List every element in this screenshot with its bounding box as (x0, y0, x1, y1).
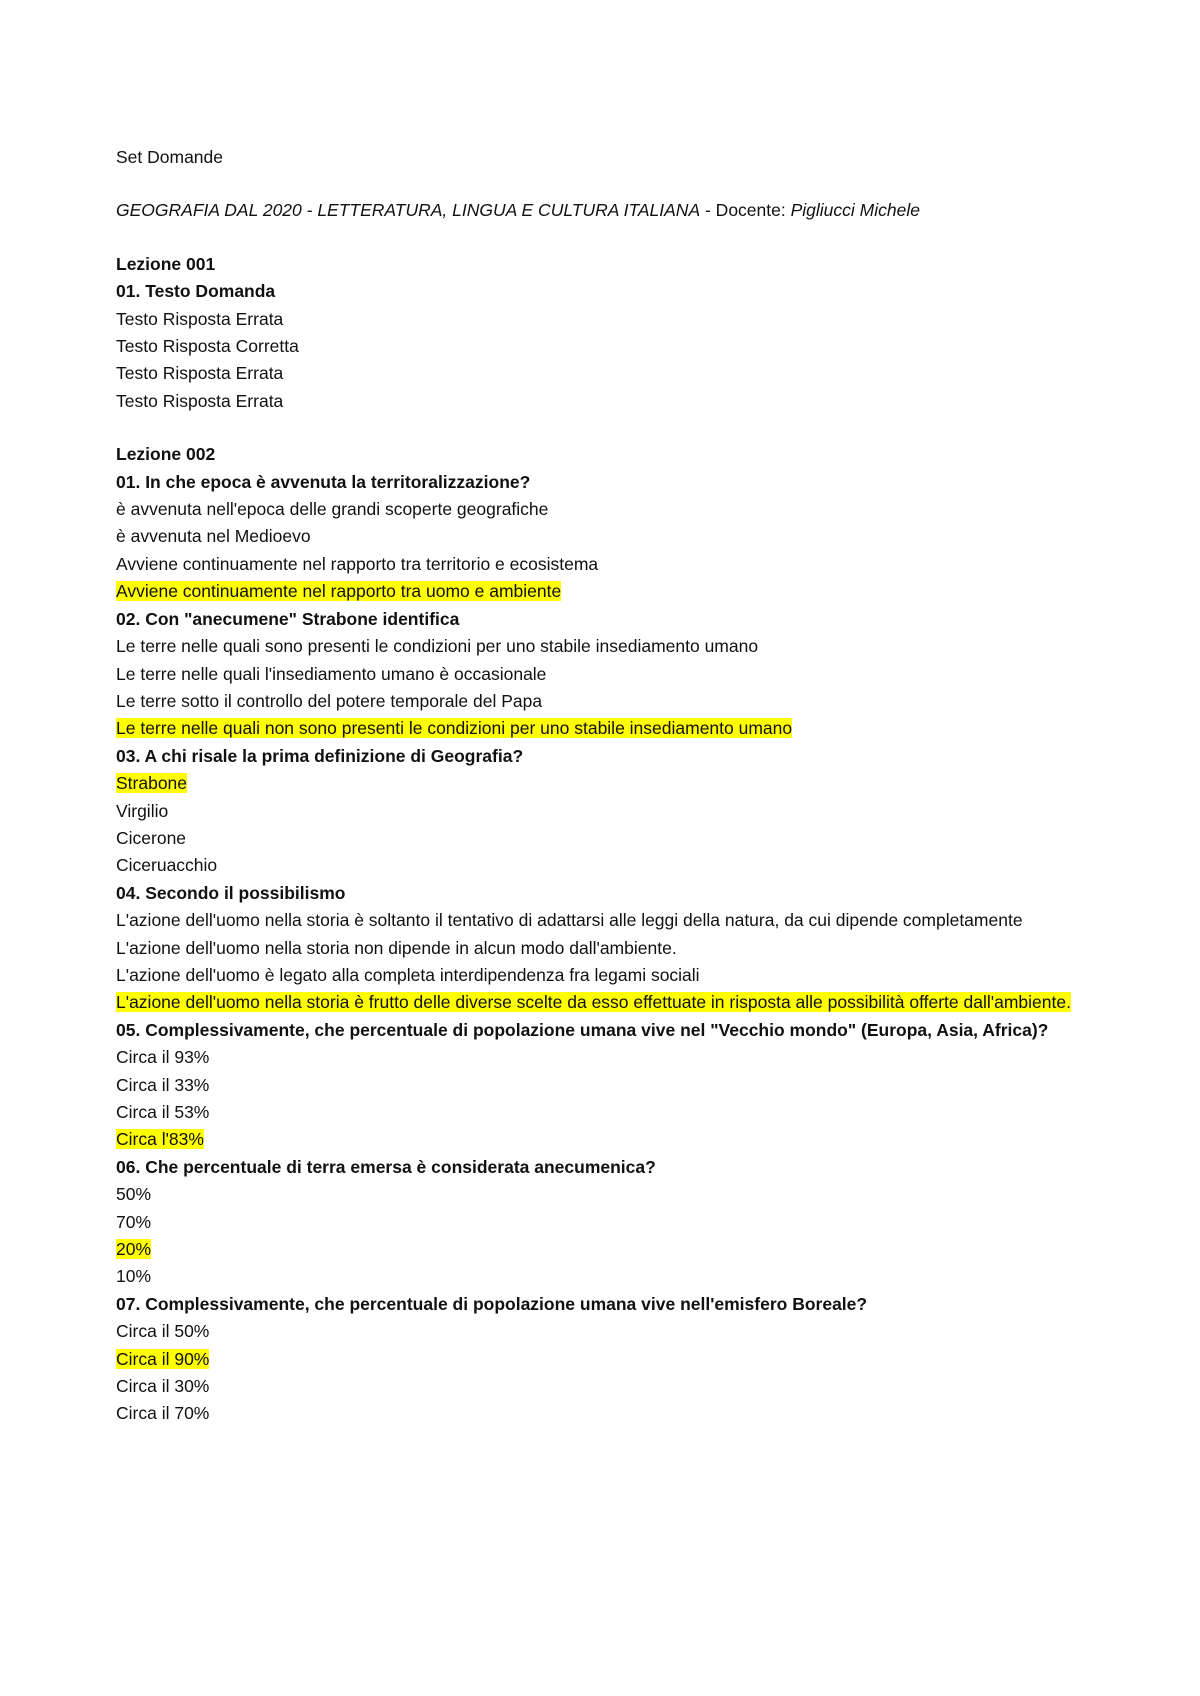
answer-option: Le terre nelle quali sono presenti le condizioni per uno stabile insediamento umano (116, 636, 759, 657)
question-text: 01. Testo Domanda (116, 281, 276, 302)
answer-option: Le terre sotto il controllo del potere temporale del Papa (116, 690, 543, 711)
answer-option: L'azione dell'uomo è legato alla completa interdipendenza fra legami sociali (116, 964, 700, 985)
lesson-title: Lezione 001 (116, 253, 216, 274)
correct-answer-highlight: Circa l'83% (116, 1129, 204, 1150)
answer-option: L'azione dell'uomo nella storia è soltanto il tentativo di adattarsi alle leggi della natura, da cui dipende completamente (116, 910, 1023, 931)
answer-option: Testo Risposta Errata (116, 308, 284, 329)
document-content (116, 144, 1096, 1428)
answer-option: Circa il 93% (116, 1047, 210, 1068)
answer-option: Testo Risposta Errata (116, 390, 284, 411)
question-text: 02. Con "anecumene" Strabone identifica (116, 608, 460, 629)
answer-option: Virgilio (116, 800, 169, 821)
set-title: Set Domande (116, 147, 224, 167)
correct-answer-highlight: Circa il 90% (116, 1348, 210, 1369)
answer-option: Circa il 33% (116, 1074, 210, 1095)
correct-answer-highlight: Le terre nelle quali non sono presenti le condizioni per uno stabile insediamento umano (116, 718, 793, 739)
question-text: 05. Complessivamente, che percentuale di popolazione umana vive nel "Vecchio mondo" (Europa, Asia, Africa)? (116, 1019, 1049, 1040)
answer-option: è avvenuta nel Medioevo (116, 526, 311, 547)
answer-option: 70% (116, 1211, 152, 1232)
question-text: 07. Complessivamente, che percentuale di popolazione umana vive nell'emisfero Boreale? (116, 1293, 868, 1314)
question-text: 01. In che epoca è avvenuta la territoralizzazione? (116, 471, 531, 492)
correct-answer-highlight: L'azione dell'uomo nella storia è frutto delle diverse scelte da esso effettuate in risposta alle possibilità offerte dall'ambiente. (116, 992, 1071, 1013)
answer-option: 50% (116, 1184, 152, 1205)
answer-option: Cicerone (116, 827, 187, 848)
answer-option: 10% (116, 1266, 152, 1287)
correct-answer-highlight: Avviene continuamente nel rapporto tra uomo e ambiente (116, 581, 562, 602)
answer-option: Ciceruacchio (116, 855, 218, 876)
answer-option: Le terre nelle quali l'insediamento umano è occasionale (116, 663, 547, 684)
correct-answer-highlight: Strabone (116, 773, 188, 794)
answer-option: L'azione dell'uomo nella storia non dipende in alcun modo dall'ambiente. (116, 937, 677, 958)
answer-option: Avviene continuamente nel rapporto tra territorio e ecosistema (116, 553, 599, 574)
question-text: 04. Secondo il possibilismo (116, 882, 346, 903)
answer-option: Testo Risposta Corretta (116, 336, 299, 357)
answer-option: Circa il 30% (116, 1376, 210, 1397)
answer-option: Circa il 70% (116, 1403, 210, 1424)
question-text: 06. Che percentuale di terra emersa è considerata anecumenica? (116, 1156, 656, 1177)
lesson-title: Lezione 002 (116, 444, 216, 465)
docente-name: Pigliucci Michele (790, 200, 920, 221)
docente-label: - Docente: (700, 200, 791, 221)
answer-option: Circa il 50% (116, 1321, 210, 1342)
course-name: GEOGRAFIA DAL 2020 - LETTERATURA, LINGUA E CULTURA ITALIANA (116, 200, 701, 221)
answer-option: Circa il 53% (116, 1102, 210, 1122)
answer-option: è avvenuta nell'epoca delle grandi scoperte geografiche (116, 499, 549, 520)
course-header (116, 197, 1096, 224)
answer-option: Testo Risposta Errata (116, 363, 284, 384)
correct-answer-highlight: 20% (116, 1239, 152, 1260)
question-text: 03. A chi risale la prima definizione di Geografia? (116, 745, 524, 766)
